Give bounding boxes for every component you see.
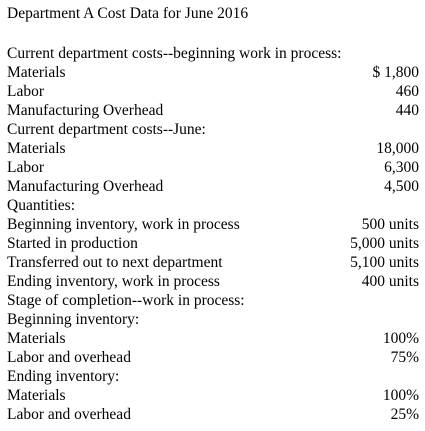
row-transferred-out: [7, 253, 419, 272]
row-label: Labor: [7, 83, 45, 100]
row-beginning-inventory-units: [7, 215, 419, 234]
row-label: Quantities:: [7, 197, 76, 214]
row-value: 100%: [382, 330, 419, 347]
row-beginning-labor-overhead-completion: [7, 348, 419, 367]
row-value: 500 units: [361, 216, 419, 233]
row-label: Manufacturing Overhead: [7, 102, 164, 119]
row-value: 100%: [382, 387, 419, 404]
section-heading-june-costs: [7, 120, 419, 139]
subheading-ending-inventory: [7, 367, 419, 386]
subheading-beginning-inventory: [7, 310, 419, 329]
row-label: Manufacturing Overhead: [7, 178, 164, 195]
row-value: 5,100 units: [350, 254, 419, 271]
row-label: Started in production: [7, 235, 138, 252]
row-beginning-labor: [7, 82, 419, 101]
row-label: Materials: [7, 330, 66, 347]
row-value: 75%: [390, 349, 419, 366]
row-beginning-materials-completion: [7, 329, 419, 348]
row-value: 5,000 units: [350, 235, 419, 252]
row-label: Materials: [7, 64, 66, 81]
row-value: 460: [395, 83, 419, 100]
row-label: Ending inventory:: [7, 368, 120, 385]
row-value: 440: [395, 102, 419, 119]
row-value: 18,000: [376, 140, 419, 157]
row-label: Current department costs--beginning work in process:: [7, 45, 342, 62]
cost-data-document: [7, 0, 419, 424]
row-ending-materials-completion: [7, 386, 419, 405]
row-value: $ 1,800: [372, 64, 419, 81]
row-started-in-production: [7, 234, 419, 253]
document-title: Department A Cost Data for June 2016: [7, 5, 249, 22]
section-heading-quantities: [7, 196, 419, 215]
row-label: Beginning inventory, work in process: [7, 216, 240, 233]
row-ending-labor-overhead-completion: [7, 405, 419, 424]
row-june-materials: [7, 139, 419, 158]
row-label: Labor and overhead: [7, 406, 131, 423]
row-label: Materials: [7, 140, 66, 157]
row-label: Stage of completion--work in process:: [7, 292, 245, 309]
row-label: Current department costs--June:: [7, 121, 206, 138]
section-heading-stage-of-completion: [7, 291, 419, 310]
row-label: Ending inventory, work in process: [7, 273, 220, 290]
section-heading-beginning-wip-costs: [7, 44, 419, 63]
row-value: 6,300: [384, 159, 419, 176]
row-value: 4,500: [384, 178, 419, 195]
row-june-labor: [7, 158, 419, 177]
cost-data-rows: [7, 44, 419, 424]
row-beginning-materials: [7, 63, 419, 82]
row-june-overhead: [7, 177, 419, 196]
row-ending-inventory-units: [7, 272, 419, 291]
row-label: Labor: [7, 159, 45, 176]
row-label: Transferred out to next department: [7, 254, 223, 271]
row-value: 25%: [390, 406, 419, 423]
row-label: Beginning inventory:: [7, 311, 140, 328]
row-beginning-overhead: [7, 101, 419, 120]
row-value: 400 units: [361, 273, 419, 290]
row-label: Labor and overhead: [7, 349, 131, 366]
row-label: Materials: [7, 387, 66, 404]
